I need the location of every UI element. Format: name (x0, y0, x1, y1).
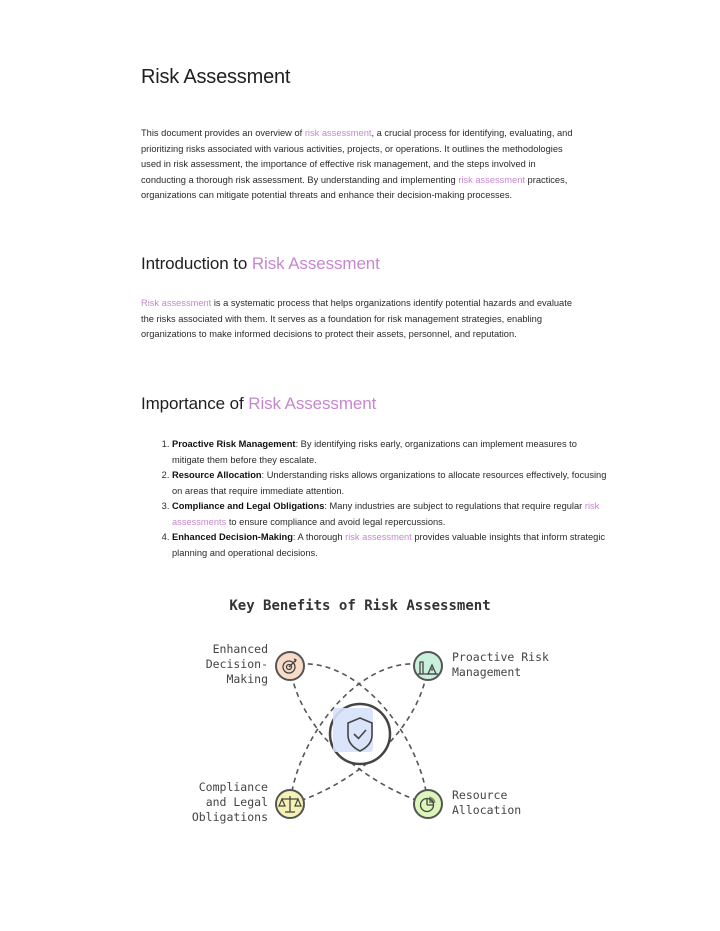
list-item-title: Enhanced Decision-Making (172, 532, 293, 542)
list-item-text: : Many industries are subject to regulations that require regular (324, 501, 585, 511)
label-line: Proactive Risk (452, 650, 549, 664)
label-enhanced-decision-making (180, 642, 268, 687)
node-circle (414, 652, 442, 680)
risk-assessment-link[interactable]: Risk Assessment (251, 254, 380, 273)
intro-text: practices, organizations can mitigate potential threats and enhance their decision-making processes. (141, 174, 568, 200)
importance-list (141, 437, 612, 561)
node-bottom-left (276, 790, 304, 818)
intro-text: This document provides an overview of (141, 128, 305, 138)
risk-assessment-link[interactable]: Risk assessment (141, 298, 212, 308)
label-line: Making (226, 672, 268, 686)
list-item-text: to ensure compliance and avoid legal repercussions. (226, 516, 446, 527)
risk-assessment-link[interactable]: Risk Assessment (248, 394, 377, 413)
list-item-title: Resource Allocation (172, 470, 262, 480)
key-benefits-diagram (0, 590, 720, 840)
label-line: Allocation (452, 803, 522, 817)
label-line: Enhanced (212, 642, 268, 656)
risk-assessments-link[interactable]: risk assessments (172, 501, 600, 527)
list-item (172, 437, 612, 468)
label-line: Obligations (191, 810, 268, 824)
intro-paragraph (141, 126, 581, 204)
list-item-title: Compliance and Legal Obligations (172, 501, 325, 511)
risk-assessment-link[interactable]: risk assessment (345, 532, 412, 542)
node-top-left (276, 652, 304, 680)
list-item (172, 530, 612, 561)
center-node (330, 704, 390, 764)
introduction-paragraph (141, 296, 581, 343)
risk-assessment-link[interactable]: risk assessment (458, 174, 525, 185)
label-compliance-legal (170, 780, 268, 825)
diagram-graphic (0, 590, 720, 840)
list-item-text: : Understanding risks allows organizations to allocate resources effectively, focusing on areas that require immediate attention. (172, 470, 607, 496)
list-item (172, 499, 612, 530)
list-item-text: provides valuable insights that inform strategic planning and operational decisions. (172, 532, 606, 558)
section-heading-introduction (141, 254, 380, 274)
label-resource-allocation (452, 788, 562, 818)
label-line: Management (452, 665, 522, 679)
intro-text: , a crucial process for identifying, evaluating, and prioritizing risks associated with various activities, projects, or operations. It outlines the methodologies used in risk assessment, the importance of effective risk management, and the steps involved in conducting a thorough risk assessment. By understanding and implementing (141, 128, 573, 185)
heading-text: Importance of (141, 394, 249, 413)
label-line: and Legal (205, 795, 268, 809)
label-line: Decision- (205, 657, 268, 671)
node-circle (414, 790, 442, 818)
section-heading-importance (141, 394, 376, 414)
list-item-text: : By identifying risks early, organizations can implement measures to mitigate them before they escalate. (172, 439, 577, 465)
list-item (172, 468, 612, 499)
label-proactive-risk-management (452, 650, 572, 680)
diagram-title: Key Benefits of Risk Assessment (229, 598, 491, 614)
label-line: Resource (452, 788, 508, 802)
node-bottom-right (414, 790, 442, 818)
risk-assessment-link[interactable]: risk assessment (304, 128, 372, 138)
node-top-right (414, 652, 442, 680)
list-item-title: Proactive Risk Management (172, 439, 296, 449)
introduction-text: is a systematic process that helps organizations identify potential hazards and evaluate the risks associated with them. It serves as a foundation for risk management strategies, enabling organizations to make informed decisions to protect their assets, personnel, and reputation. (141, 298, 572, 339)
label-line: Compliance (198, 780, 268, 794)
list-item-text: : A thorough (292, 532, 346, 542)
heading-text: Introduction to (141, 254, 252, 273)
page-title: Risk Assessment (141, 66, 291, 88)
